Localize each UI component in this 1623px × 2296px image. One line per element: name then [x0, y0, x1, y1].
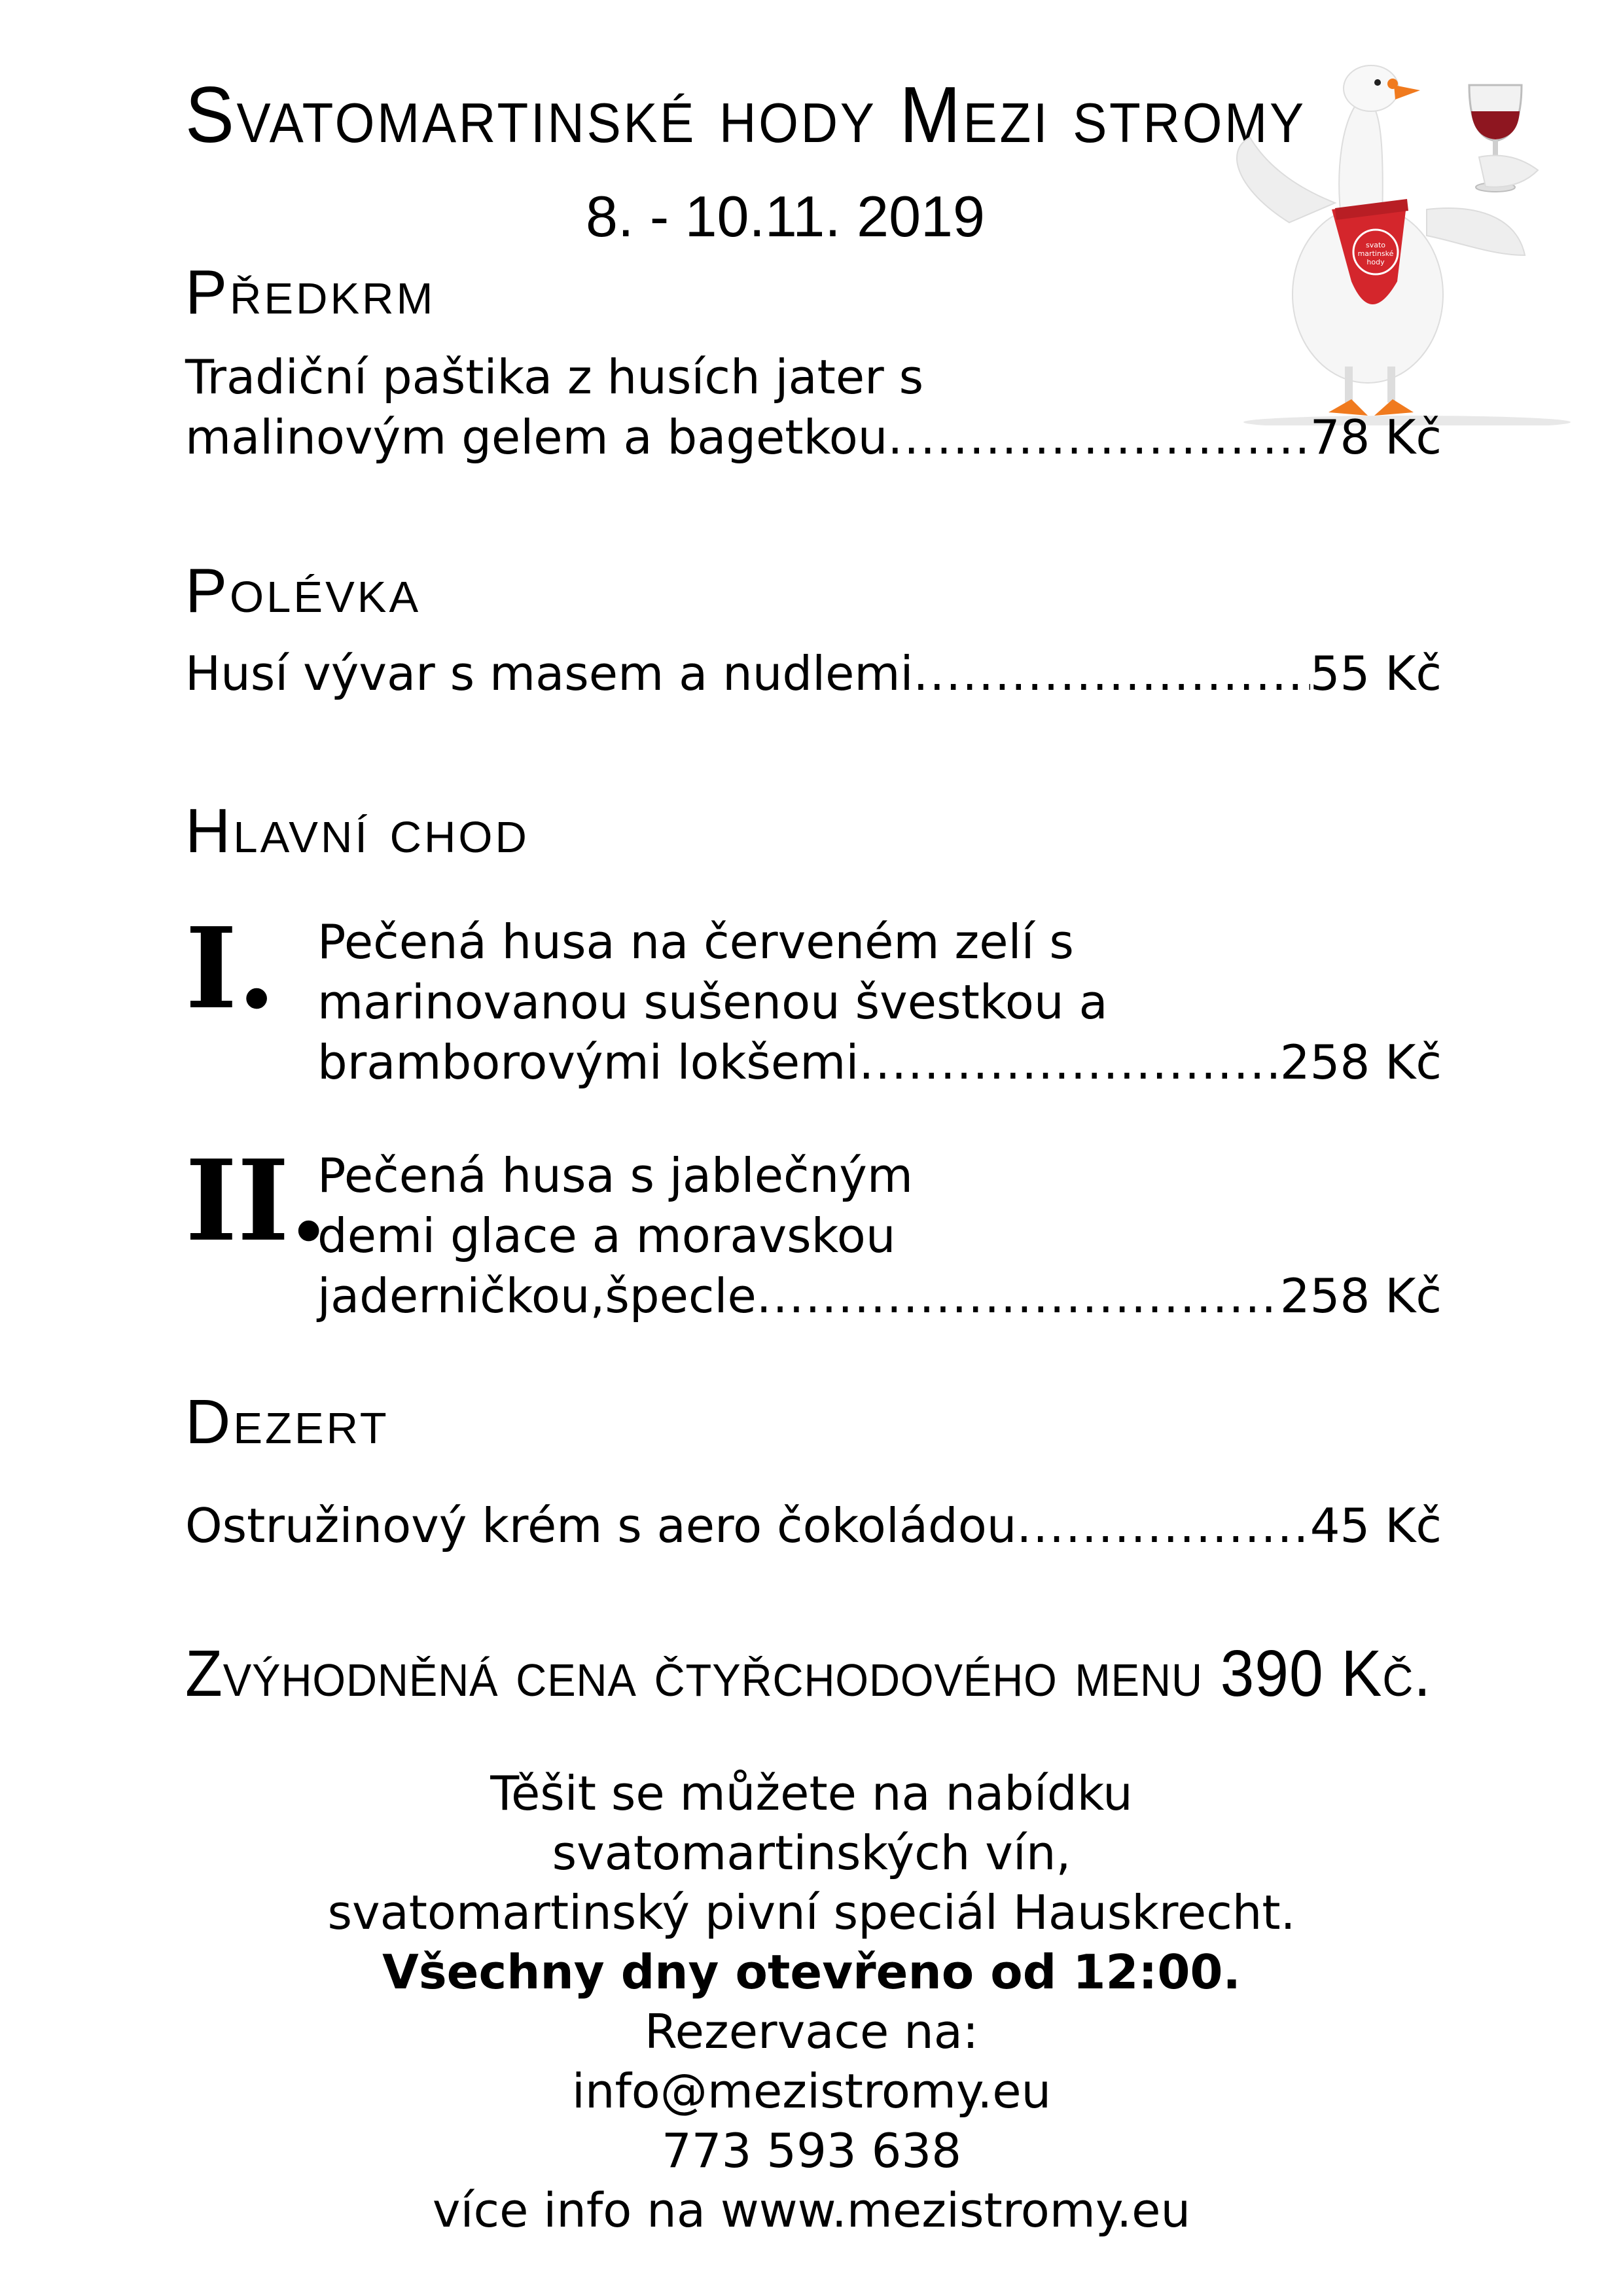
- info-block: [157, 1764, 1466, 2240]
- reservation-label: Rezervace na:: [644, 2004, 979, 2059]
- opening-hours: Všechny dny otevřeno od 12:00.: [382, 1945, 1241, 2000]
- item-price: 45 Kč: [1310, 1498, 1442, 1553]
- item-description: jaderničkou,špecle: [317, 1268, 757, 1323]
- item-description: demi glace a moravskou: [317, 1208, 896, 1263]
- event-dates: 8. - 10.11. 2019: [586, 184, 985, 249]
- svg-text:hody: hody: [1366, 258, 1385, 266]
- menu-item-soup: [185, 643, 1442, 704]
- menu-item-starter: [185, 347, 1442, 467]
- item-price: 55 Kč: [1310, 646, 1442, 701]
- item-description: Husí vývar s masem a nudlemi: [185, 646, 914, 701]
- section-heading-soup: Polévka: [185, 556, 421, 626]
- page-title: Svatomartinské hody Mezi stromy: [185, 70, 1306, 159]
- section-heading-main: Hlavní chod: [185, 796, 529, 866]
- option-numeral: II.: [185, 1136, 329, 1266]
- dot-leader: [887, 407, 1310, 467]
- dot-leader: [1016, 1496, 1310, 1556]
- item-price: 258 Kč: [1279, 1268, 1442, 1323]
- menu-promo-price: Zvýhodněná cena čtyřchodového menu 390 Kč.: [185, 1637, 1432, 1710]
- item-description: Ostružinový krém s aero čokoládou: [185, 1498, 1017, 1553]
- svg-text:martinské: martinské: [1357, 249, 1394, 258]
- svg-text:svato: svato: [1365, 241, 1386, 249]
- section-heading-starter: Předkrm: [185, 257, 436, 327]
- section-heading-dessert: Dezert: [185, 1387, 389, 1457]
- item-description: Tradiční paštika z husích jater s: [185, 350, 924, 404]
- phone-number: 773 593 638: [661, 2123, 962, 2178]
- item-description: Pečená husa na červeném zelí s: [317, 914, 1074, 969]
- menu-item-main-1: [317, 912, 1442, 1092]
- item-price: 258 Kč: [1279, 1035, 1442, 1090]
- item-price: 78 Kč: [1310, 410, 1442, 465]
- item-description: Pečená husa s jablečným: [317, 1148, 913, 1203]
- info-line: svatomartinských vín,: [552, 1825, 1071, 1880]
- item-description: malinovým gelem a bagetkou: [185, 410, 888, 465]
- info-line: svatomartinský pivní speciál Hauskrecht.: [327, 1885, 1296, 1940]
- email-link[interactable]: info@mezistromy.eu: [571, 2064, 1052, 2119]
- dot-leader: [757, 1266, 1280, 1326]
- dot-leader: [859, 1032, 1280, 1092]
- item-description: marinovanou sušenou švestkou a: [317, 975, 1108, 1030]
- info-line: Těšit se můžete na nabídku: [490, 1766, 1133, 1821]
- dot-leader: [914, 643, 1310, 704]
- menu-item-dessert: [185, 1496, 1442, 1556]
- menu-item-main-2: [317, 1145, 1442, 1326]
- website-link[interactable]: více info na www.mezistromy.eu: [432, 2183, 1191, 2238]
- option-numeral: I.: [185, 903, 276, 1034]
- item-description: bramborovými lokšemi: [317, 1035, 859, 1090]
